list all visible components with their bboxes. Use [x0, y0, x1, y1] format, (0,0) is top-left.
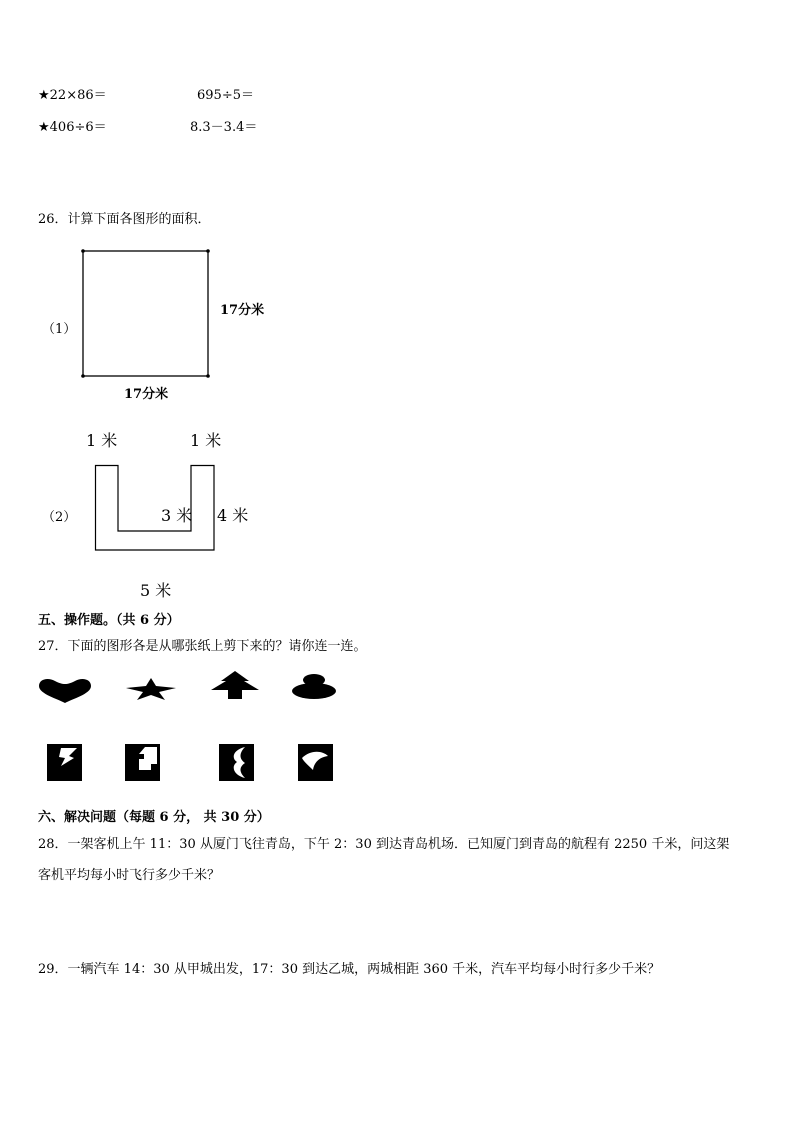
calc-row2-left: ★406÷6＝ — [38, 120, 107, 135]
fig2-inner-height: 3 米 — [161, 506, 193, 525]
calc-row1-right: 695÷5＝ — [197, 88, 254, 103]
u-shape-figure — [94, 464, 224, 559]
mushroom-shape — [291, 673, 339, 701]
fig2-top-left: 1 米 — [86, 431, 118, 450]
fig2-bottom: 5 米 — [140, 581, 172, 600]
cut-paper-3 — [219, 744, 255, 782]
q26-title: 26．计算下面各图形的面积． — [38, 212, 211, 227]
heart-shape — [38, 678, 92, 704]
square-figure — [80, 248, 210, 378]
fig1-side-right: 17分米 — [220, 303, 265, 318]
fig1-label: （1） — [42, 322, 77, 337]
q29-text: 29．一辆汽车 14：30 从甲城出发，17：30 到达乙城，两城相距 360 千米，汽车平均每小时行多少千米？ — [38, 962, 661, 977]
q27-text: 27．下面的图形各是从哪张纸上剪下来的？请你连一连。 — [38, 639, 367, 654]
q28-line2: 客机平均每小时飞行多少千米？ — [38, 868, 221, 883]
section5-heading: 五、操作题。（共 6 分） — [38, 613, 180, 628]
cut-paper-4 — [298, 744, 334, 782]
section6-heading: 六、解决问题（每题 6 分， 共 30 分） — [38, 810, 270, 825]
fig1-side-bottom: 17分米 — [124, 387, 169, 402]
tree-shape — [208, 670, 262, 700]
q28-line1: 28．一架客机上午 11：30 从厦门飞往青岛，下午 2：30 到达青岛机场．已知厦门到青岛的航程有 2250 千米，问这架 — [38, 837, 730, 852]
calc-row1-left: ★22×86＝ — [38, 88, 107, 103]
fig2-label: （2） — [42, 510, 77, 525]
cut-paper-1 — [47, 744, 83, 782]
calc-row2-right: 8.3－3.4＝ — [190, 120, 258, 135]
fig2-top-right: 1 米 — [190, 431, 222, 450]
fig2-outer-height: 4 米 — [217, 506, 249, 525]
cut-paper-2 — [125, 744, 161, 782]
star-shape — [125, 677, 177, 701]
